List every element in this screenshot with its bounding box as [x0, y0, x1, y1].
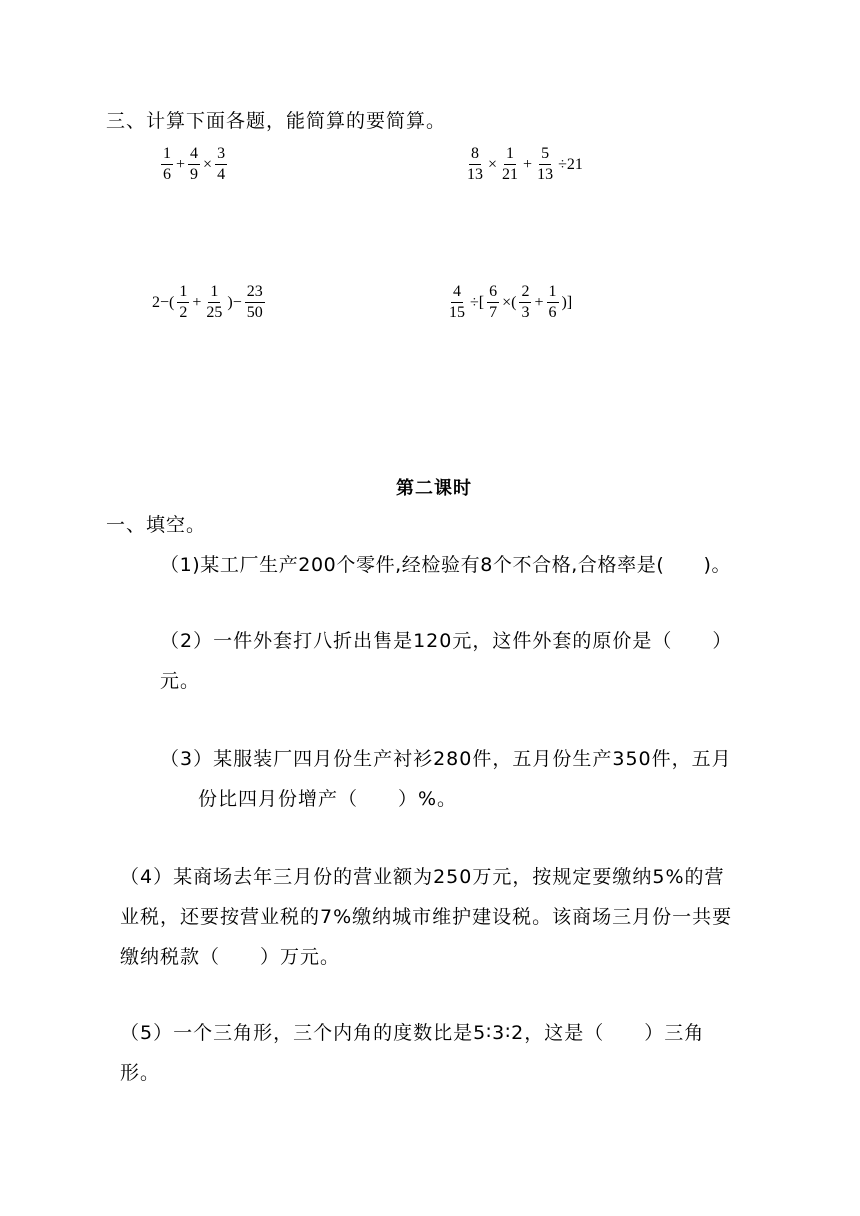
fraction: $\frac{3}{4}$ — [217, 145, 226, 183]
fraction: $\frac{23}{50}$ — [246, 283, 263, 321]
question-5-line-1: （5）一个三角形，三个内角的度数比是5∶3∶2，这是（ ）三角 — [120, 1022, 705, 1044]
question-4-line-1: （4）某商场去年三月份的营业额为250万元，按规定要缴纳5%的营 — [120, 866, 725, 888]
question-3-line-1: （3）某服装厂四月份生产衬衫280件，五月份生产350件，五月 — [160, 748, 732, 770]
fraction: $\frac{5}{13}$ — [537, 145, 554, 183]
expression-3: 2−( $\frac{1}{2}$ + $\frac{1}{25}$ )− $\frac{23}{50}$ — [152, 283, 263, 321]
fill-in-heading: 一、填空。 — [106, 514, 207, 536]
expression-2: $\frac{8}{13}$ × $\frac{1}{21}$ + $\frac{5}{13}$ ÷21 — [467, 145, 583, 183]
fraction: $\frac{1}{2}$ — [179, 283, 188, 321]
question-3-line-2: 份比四月份增产（ ）%。 — [198, 788, 458, 810]
fraction: $\frac{4}{15}$ — [449, 283, 465, 321]
question-5-line-2: 形。 — [120, 1062, 161, 1084]
fraction: $\frac{1}{6}$ — [548, 283, 557, 321]
question-4-line-3: 缴纳税款（ ）万元。 — [120, 946, 341, 968]
fraction: $\frac{8}{13}$ — [467, 145, 483, 183]
fraction: $\frac{1}{25}$ — [206, 283, 223, 321]
fraction: $\frac{6}{7}$ — [489, 283, 498, 321]
lesson-title: 第二课时 — [396, 478, 472, 499]
fraction: $\frac{4}{9}$ — [190, 145, 199, 183]
question-4-line-2: 业税，还要按营业税的7%缴纳城市维护建设税。该商场三月份一共要 — [120, 906, 733, 928]
question-2-line-1: （2）一件外套打八折出售是120元，这件外套的原价是（ ） — [160, 630, 733, 652]
question-2-line-2: 元。 — [160, 670, 201, 692]
fraction: $\frac{1}{6}$ — [163, 145, 171, 183]
fraction: $\frac{2}{3}$ — [521, 283, 530, 321]
expression-4: $\frac{4}{15}$ ÷[ $\frac{6}{7}$ ×( $\frac{2}{3}$ + $\frac{1}{6}$ )] — [449, 283, 573, 321]
fraction: $\frac{1}{21}$ — [502, 145, 519, 183]
section3-heading: 三、计算下面各题，能简算的要简算。 — [106, 110, 447, 132]
question-1: （1)某工厂生产200个零件,经检验有8个不合格,合格率是( )。 — [160, 554, 732, 576]
expression-1: $\frac{1}{6}$ + $\frac{4}{9}$ × $\frac{3}{4}$ — [163, 145, 226, 183]
